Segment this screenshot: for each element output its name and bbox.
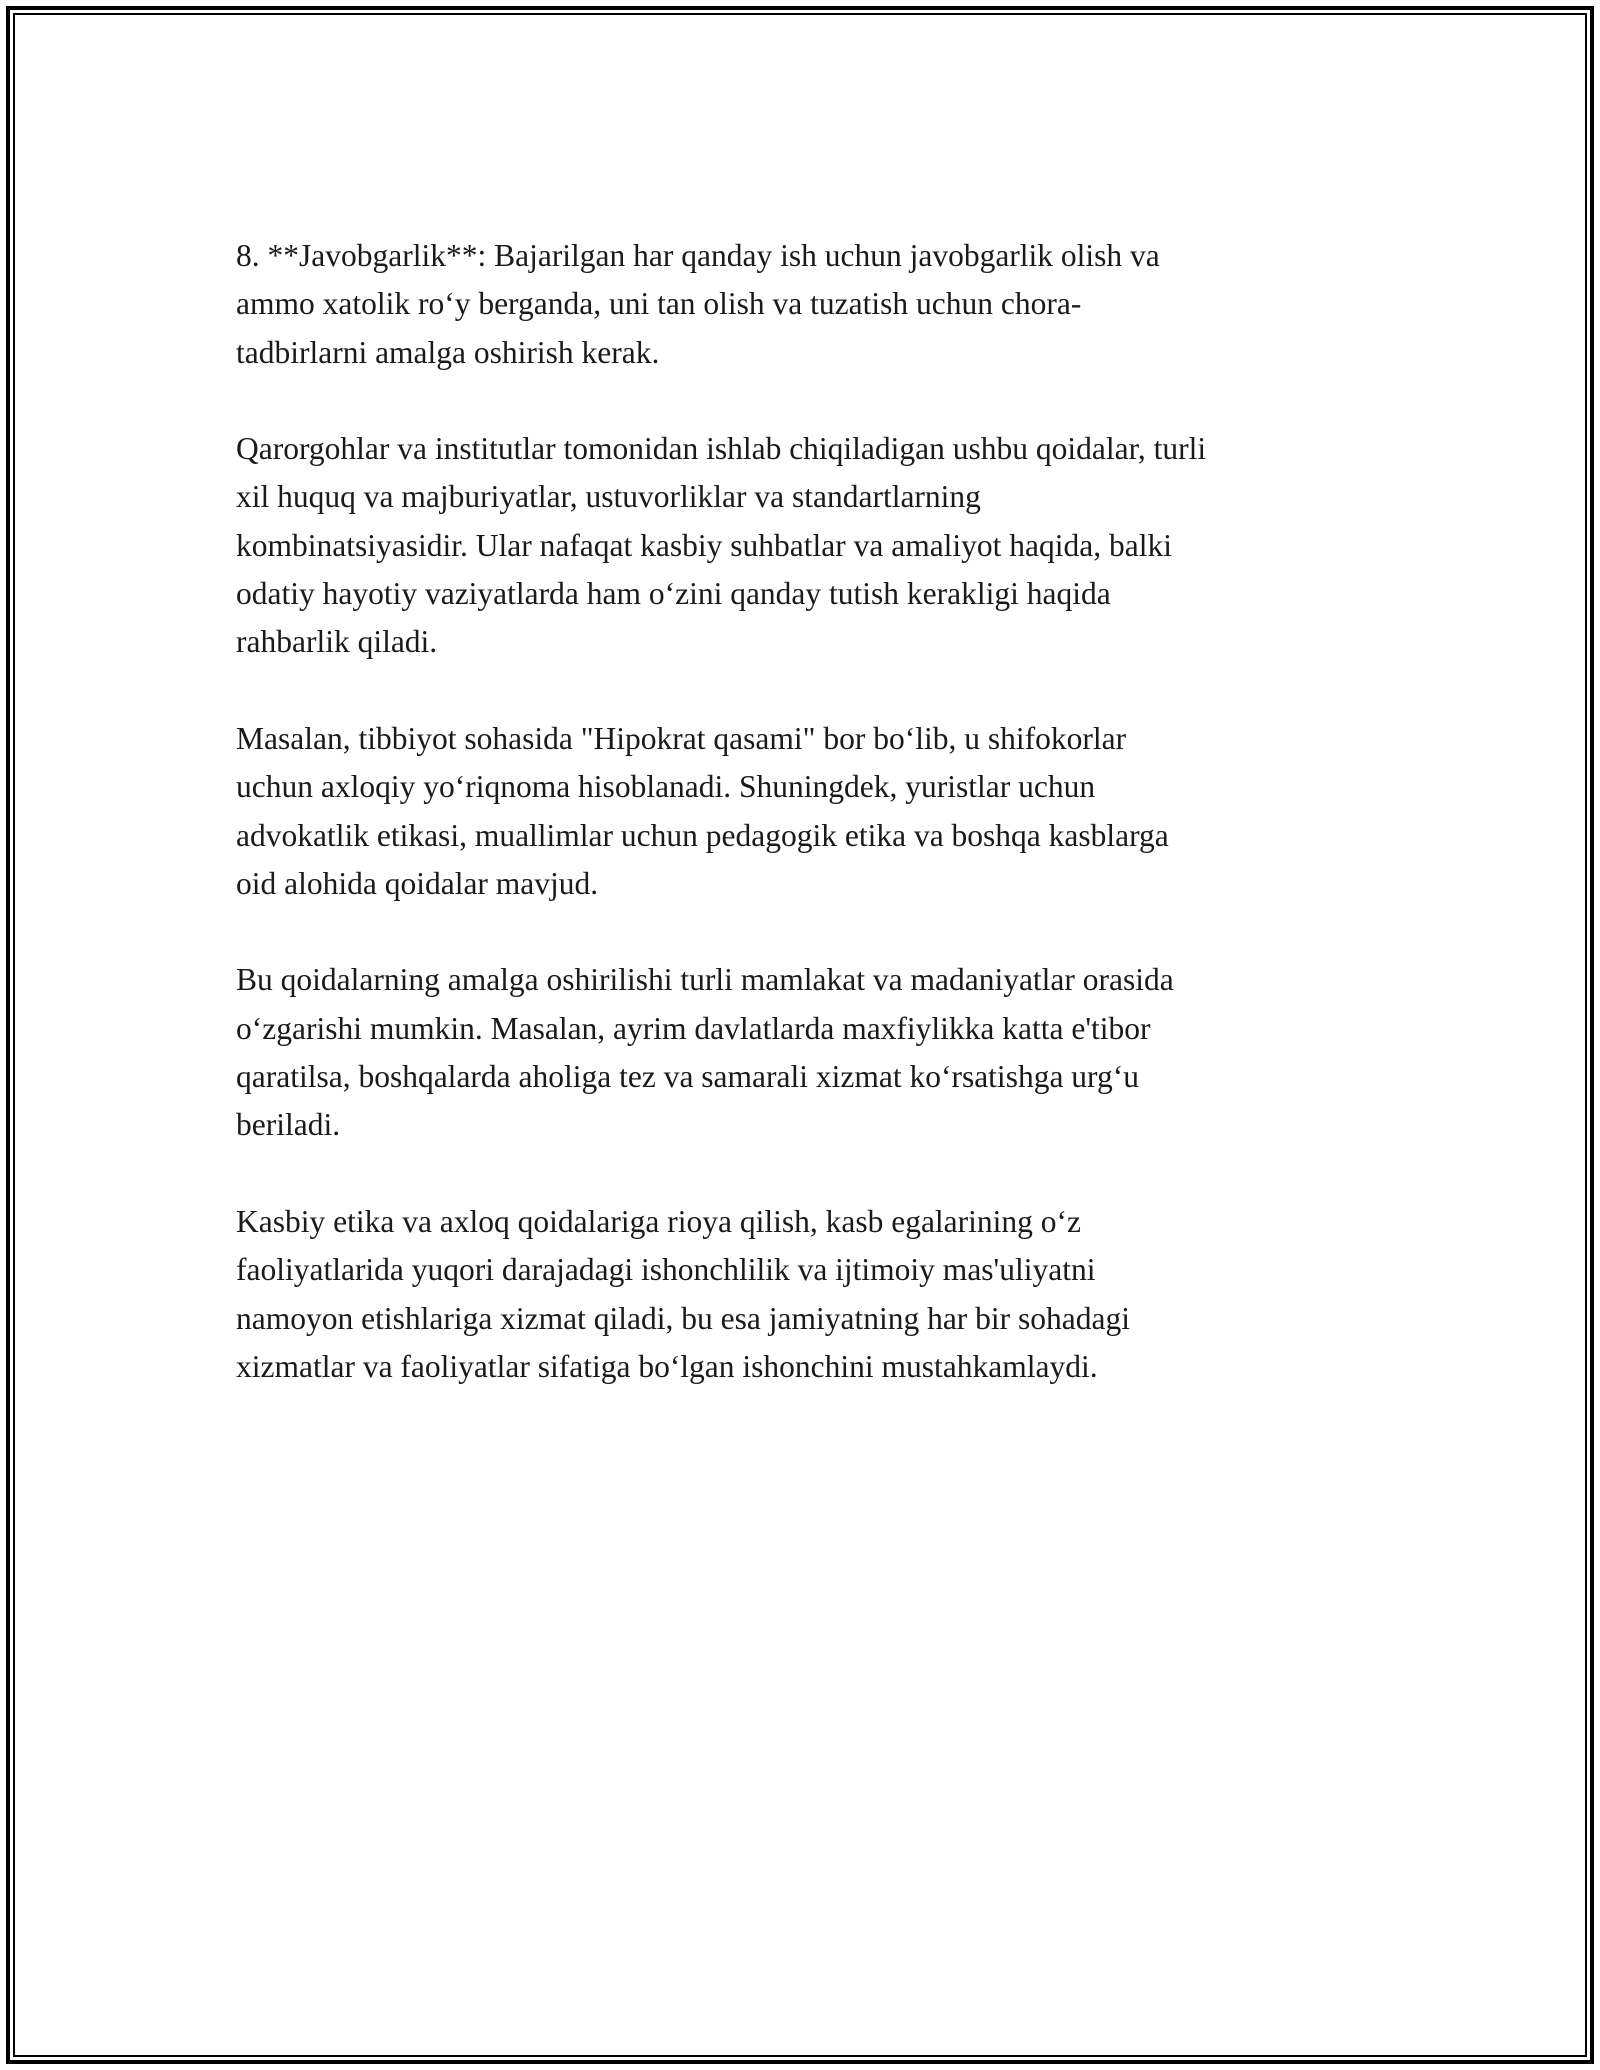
paragraph-conclusion — [236, 1198, 1376, 1391]
text-line: rahbarlik qiladi. — [236, 624, 438, 660]
text-line: uchun axloqiy yo‘riqnoma hisoblanadi. Shuningdek, yuristlar uchun — [236, 769, 1096, 805]
text-line: ammo xatolik ro‘y berganda, uni tan olish va tuzatish uchun chora- — [236, 286, 1082, 322]
text-line: odatiy hayotiy vaziyatlarda ham o‘zini qanday tutish kerakligi haqida — [236, 576, 1111, 612]
text-line: o‘zgarishi mumkin. Masalan, ayrim davlatlarda maxfiylikka katta e'tibor — [236, 1010, 1151, 1046]
text-line: Qarorgohlar va institutlar tomonidan ishlab chiqiladigan ushbu qoidalar, turli — [236, 431, 1207, 467]
text-line: Bu qoidalarning amalga oshirilishi turli mamlakat va madaniyatlar orasida — [236, 962, 1174, 998]
text-line: namoyon etishlariga xizmat qiladi, bu esa jamiyatning har bir sohadagi — [236, 1300, 1131, 1336]
document-body — [236, 232, 1376, 1439]
text-line: kombinatsiyasidir. Ular nafaqat kasbiy suhbatlar va amaliyot haqida, balki — [236, 527, 1173, 563]
text-line: faoliyatlarida yuqori darajadagi ishonchlilik va ijtimoiy mas'uliyatni — [236, 1252, 1096, 1288]
text-line: beriladi. — [236, 1107, 341, 1143]
text-line: Kasbiy etika va axloq qoidalariga rioya qilish, kasb egalarining o‘z — [236, 1203, 1081, 1239]
text-line: qaratilsa, boshqalarda aholiga tez va samarali xizmat ko‘rsatishga urg‘u — [236, 1059, 1139, 1095]
paragraph-cultural-variation — [236, 956, 1376, 1149]
paragraph-responsibility — [236, 232, 1376, 377]
text-line: 8. **Javobgarlik**: Bajarilgan har qanday ish uchun javobgarlik olish va — [236, 238, 1160, 273]
text-line: Masalan, tibbiyot sohasida "Hipokrat qasami" bor bo‘lib, u shifokorlar — [236, 720, 1127, 756]
text-line: xizmatlar va faoliyatlar sifatiga bo‘lgan ishonchini mustahkamlaydi. — [236, 1348, 1098, 1384]
paragraph-examples — [236, 715, 1376, 908]
text-line: oid alohida qoidalar mavjud. — [236, 865, 599, 901]
text-line: advokatlik etikasi, muallimlar uchun pedagogik etika va boshqa kasblarga — [236, 817, 1169, 853]
text-line: xil huquq va majburiyatlar, ustuvorliklar va standartlarning — [236, 479, 981, 515]
paragraph-rules-overview — [236, 425, 1376, 666]
text-line: tadbirlarni amalga oshirish kerak. — [236, 334, 660, 370]
